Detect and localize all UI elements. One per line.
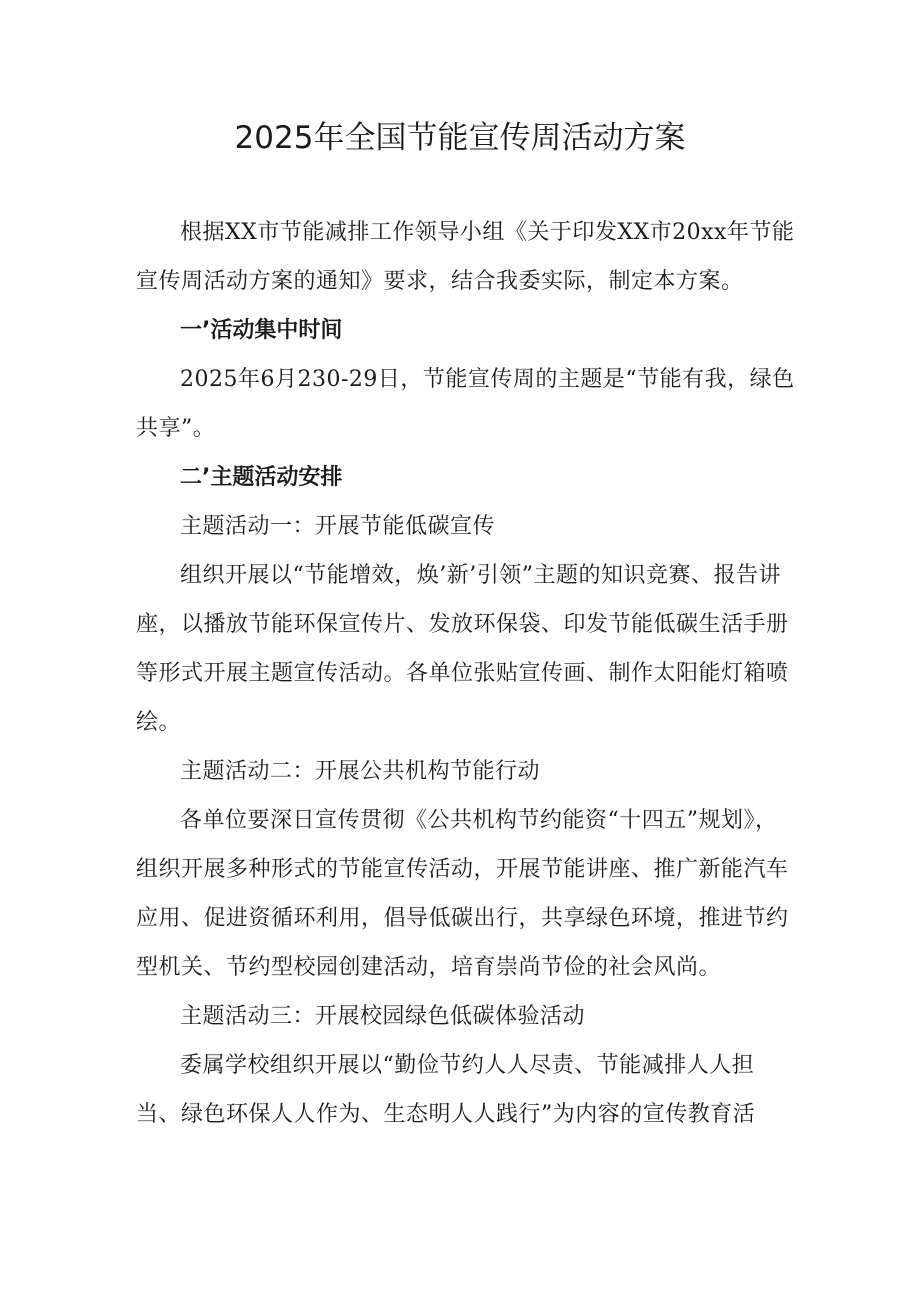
document-title: 2025年全国节能宣传周活动方案 — [234, 120, 686, 156]
document-body — [136, 208, 796, 1139]
section-heading-time: 一’活动集中时间 — [180, 318, 343, 343]
activity-two-paragraph: 各单位要深日宣传贯彻《公共机构节约能资“十四五”规划》，组织开展多种形式的节能宣传活动，开展节能讲座、推广新能汽车应用、促进资循环利用，倡导低碳出行，共享绿色环境，推进节约型机关、节约型校园创建活动，培育崇尚节俭的社会风尚。 — [136, 808, 789, 980]
section-heading-activities: 二’主题活动安排 — [180, 465, 343, 490]
intro-paragraph: 根据XX市节能减排工作领导小组《关于印发XX市20xx年节能宣传周活动方案的通知》要求，结合我委实际，制定本方案。 — [136, 220, 795, 294]
activity-one-heading: 主题活动一：开展节能低碳宣传 — [180, 514, 496, 539]
time-paragraph: 2025年6月230-29日，节能宣传周的主题是“节能有我，绿色共享”。 — [136, 367, 795, 441]
activity-three-heading: 主题活动三：开展校园绿色低碳体验活动 — [180, 1004, 586, 1029]
activity-three-paragraph: 委属学校组织开展以“勤俭节约人人尽责、节能减排人人担当、绿色环保人人作为、生态明人人践行”为内容的宣传教育活 — [136, 1053, 756, 1127]
activity-two-heading: 主题活动二：开展公共机构节能行动 — [180, 759, 541, 784]
activity-one-paragraph: 组织开展以“节能增效，焕’新’引领”主题的知识竞赛、报告讲座，以播放节能环保宣传片、发放环保袋、印发节能低碳生活手册等形式开展主题宣传活动。各单位张贴宣传画、制作太阳能灯箱喷绘。 — [136, 563, 789, 735]
